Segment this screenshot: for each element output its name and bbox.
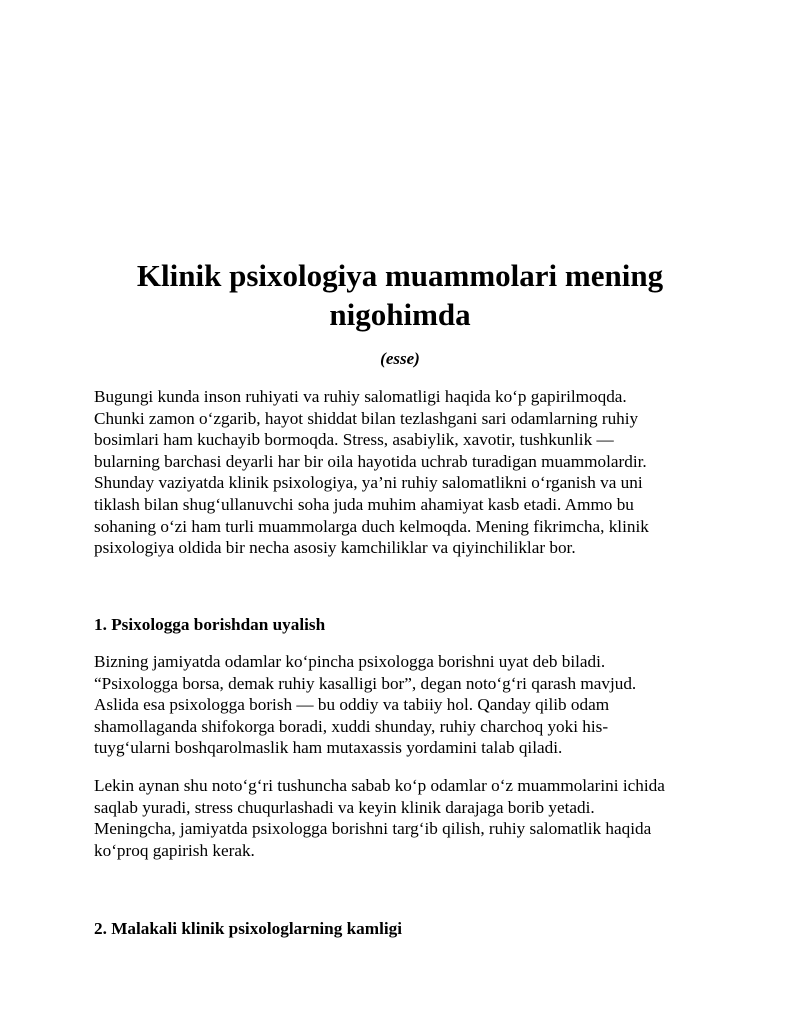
text-line: ko‘proq gapirish kerak. [94,840,255,860]
text-line: tuyg‘ularni boshqarolmaslik ham mutaxassis yordamini talab qiladi. [94,738,563,758]
text-line: sohaning o‘zi ham turli muammolarga duch kelmoqda. Mening fikrimcha, klinik [94,516,649,536]
text-line: Bugungi kunda inson ruhiyati va ruhiy salomatligi haqida ko‘p gapirilmoqda. [94,387,627,406]
text-line: “Psixologga borsa, demak ruhiy kasalligi bor”, degan noto‘g‘ri qarash mavjud. [94,673,637,693]
text-line: Chunki zamon o‘zgarib, hayot shiddat bilan tezlashgani sari odamlarning ruhiy [94,408,639,428]
text-line: Meningcha, jamiyatda psixologga borishni targ‘ib qilish, ruhiy salomatlik haqida [94,819,652,839]
title-line: Klinik psixologiya muammolari mening [136,258,664,293]
text-line: tiklash bilan shug‘ullanuvchi soha juda muhim ahamiyat kasb etadi. Ammo bu [94,494,634,514]
document-title [60,256,740,334]
text-line: Shunday vaziyatda klinik psixologiya, ya’ni ruhiy salomatlikni o‘rganish va uni [94,473,643,493]
text-line: shamollaganda shifokorga boradi, xuddi shunday, ruhiy charchoq yoki his- [94,716,609,736]
section-1-paragraph-1 [94,651,724,759]
text-line: Bizning jamiyatda odamlar ko‘pincha psixologga borishni uyat deb biladi. [94,652,606,671]
section-1-heading: 1. Psixologga borishdan uyalish [94,615,326,634]
text-line: Aslida esa psixologga borish — bu oddiy va tabiiy hol. Qanday qilib odam [94,695,610,715]
title-line: nigohimda [329,297,471,332]
text-line: Lekin aynan shu noto‘g‘ri tushuncha sabab ko‘p odamlar o‘z muammolarini ichida [94,776,665,795]
document-subtitle: (esse) [380,349,420,368]
text-line: bularning barchasi deyarli har bir oila hayotida uchrab turadigan muammolardir. [94,451,647,471]
text-line: psixologiya oldida bir necha asosiy kamchiliklar va qiyinchiliklar bor. [94,538,576,558]
intro-paragraph [94,386,724,559]
section-1-paragraph-2 [94,775,724,861]
section-2-heading: 2. Malakali klinik psixologlarning kamligi [94,919,403,938]
text-line: saqlab yuradi, stress chuqurlashadi va keyin klinik darajaga borib yetadi. [94,797,595,817]
text-line: bosimlari ham kuchayib bormoqda. Stress, asabiylik, xavotir, tushkunlik — [94,430,614,450]
